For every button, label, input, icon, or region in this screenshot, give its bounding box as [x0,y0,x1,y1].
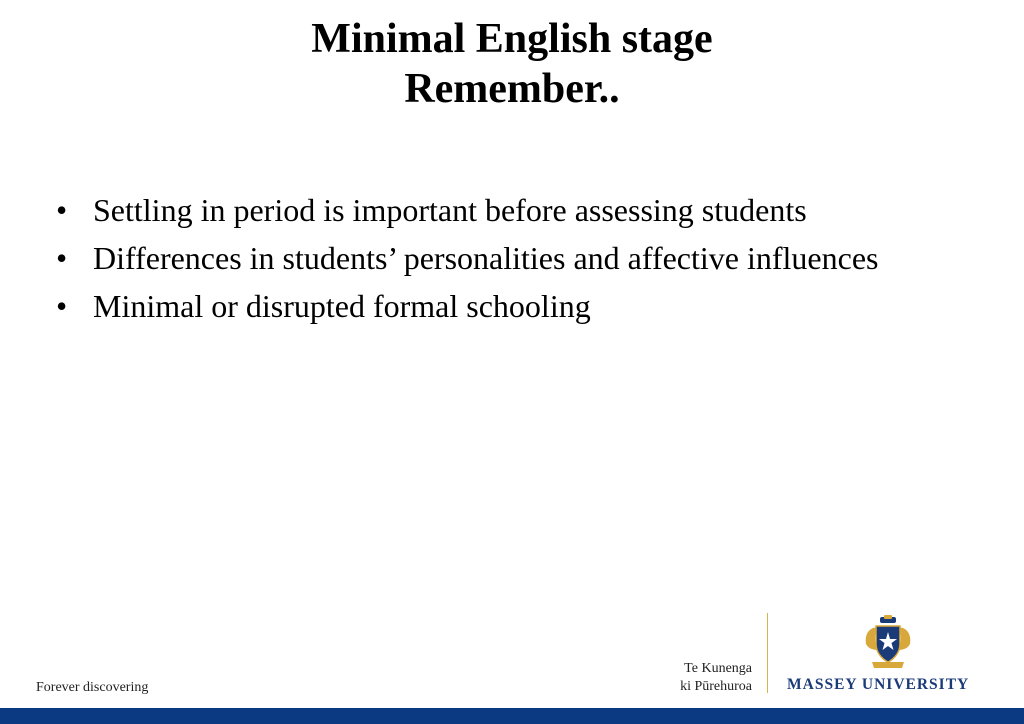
maori-university-name [640,660,752,696]
bullet-list [56,190,996,334]
bullet-item [56,190,996,230]
bullet-icon: • [56,240,68,276]
bullet-icon: • [56,288,68,324]
slide-title-line-2: Remember.. [404,66,620,112]
slide-title [0,14,1024,114]
maori-name-line-2: ki Pūrehuroa [680,679,752,694]
bullet-item [56,286,996,326]
bullet-text: Settling in period is important before assessing students [93,192,807,228]
university-name: MASSEY UNIVERSITY [787,676,970,693]
bullet-text: Differences in students’ personalities and affective influences [93,240,879,276]
bullet-text: Minimal or disrupted formal schooling [93,288,591,324]
bullet-item [56,238,996,278]
footer-brand-bar [0,708,1024,724]
footer-divider [767,613,768,693]
university-crest-icon [860,614,916,670]
slide-title-line-1: Minimal English stage [311,16,713,62]
maori-name-line-1: Te Kunenga [684,661,752,676]
bullet-icon: • [56,192,68,228]
footer-tagline: Forever discovering [36,680,149,695]
